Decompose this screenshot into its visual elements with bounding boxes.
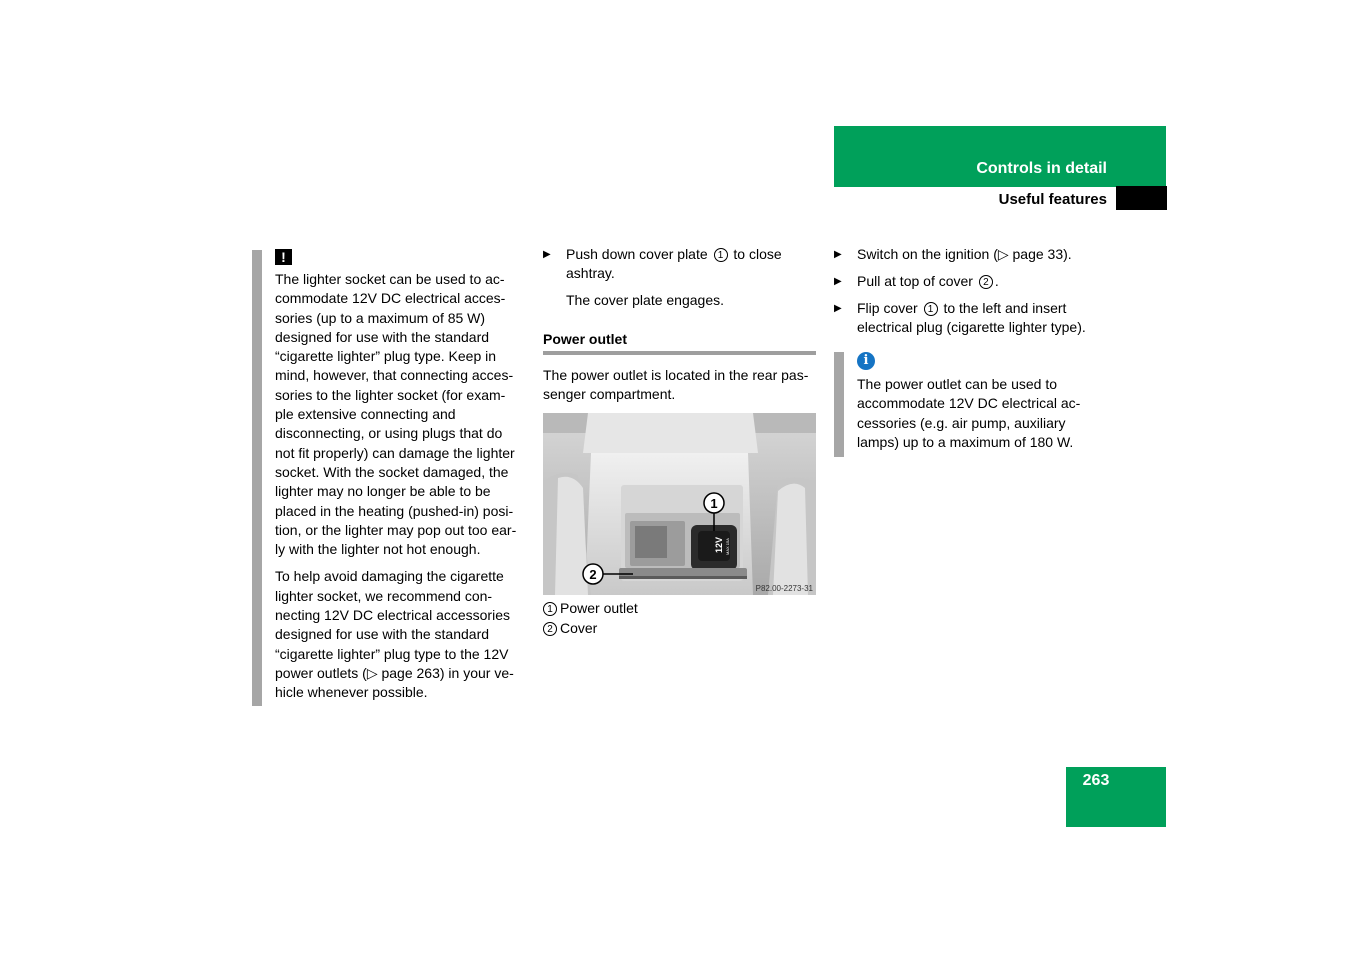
legend-marker: 2 bbox=[543, 622, 557, 636]
step-flip-cover bbox=[857, 299, 1117, 338]
warning-icon: ! bbox=[275, 249, 292, 265]
legend-item bbox=[543, 619, 597, 638]
socket-sublabel: MAX 15A bbox=[725, 538, 730, 555]
image-code: P82.00-2273-31 bbox=[755, 584, 813, 593]
section-paragraph: The power outlet is located in the rear pas- senger compartment. bbox=[543, 367, 809, 403]
warning-text bbox=[275, 270, 530, 711]
warning-paragraph: To help avoid damaging the cigarette lighter socket, we recommend con- necting 12V DC electrical accessories designed for use with the standard “cigarette lighter” plug type to the 12V power outlets (▷ page 263) in your ve- hicle whenever possible. bbox=[275, 568, 514, 701]
warning-side-bar bbox=[252, 250, 262, 706]
legend-item bbox=[543, 599, 638, 618]
legend-label: Power outlet bbox=[560, 600, 638, 616]
photo-callout-1: 1 bbox=[710, 496, 718, 511]
callout-marker: 2 bbox=[979, 275, 993, 289]
legend-label: Cover bbox=[560, 620, 598, 636]
bullet-arrow-icon: ▶ bbox=[834, 276, 842, 287]
step-text: . bbox=[994, 273, 999, 289]
info-side-bar bbox=[834, 352, 844, 457]
step-text: to close ashtray. bbox=[566, 246, 782, 282]
header-black-tab bbox=[1116, 186, 1167, 210]
step-switch-ignition: Switch on the ignition (▷ page 33). bbox=[857, 246, 1072, 262]
section-heading: Power outlet bbox=[543, 331, 628, 347]
step-pull-cover bbox=[857, 272, 1117, 291]
power-outlet-photo bbox=[543, 413, 816, 595]
callout-marker: 1 bbox=[924, 302, 938, 316]
section-rule bbox=[543, 351, 816, 355]
step-close-ashtray bbox=[566, 245, 806, 284]
socket-label: 12V bbox=[714, 536, 724, 553]
legend-marker: 1 bbox=[543, 602, 557, 616]
bullet-arrow-icon: ▶ bbox=[543, 249, 551, 260]
bullet-arrow-icon: ▶ bbox=[834, 249, 842, 260]
page-number: 263 bbox=[1082, 772, 1110, 789]
step-text: Push down cover plate bbox=[566, 246, 708, 262]
step-text: to the left and insert electrical plug (cigarette lighter type). bbox=[857, 300, 1086, 336]
photo-callout-2: 2 bbox=[589, 567, 597, 582]
bullet-arrow-icon: ▶ bbox=[834, 303, 842, 314]
section-title: Controls in detail bbox=[976, 160, 1107, 177]
callout-marker: 1 bbox=[714, 248, 728, 262]
subsection-title: Useful features bbox=[998, 191, 1107, 208]
step-text: Pull at top of cover bbox=[857, 273, 973, 289]
step-result: The cover plate engages. bbox=[566, 292, 724, 308]
step-text: Flip cover bbox=[857, 300, 918, 316]
info-text: The power outlet can be used to accommodate 12V DC electrical ac- cessories (e.g. air pump, auxiliary lamps) up to a maximum of 180 W. bbox=[857, 376, 1081, 450]
info-icon: i bbox=[857, 352, 875, 370]
warning-paragraph: The lighter socket can be used to ac- commodate 12V DC electrical acces- sories (up to a maximum of 85 W) designed for use with the standard “cigarette lighter” plug type. Keep in mind, however, that connecting acces- sories to the lighter socket (for exam- ple extensive connecting and disconnecting, or using plugs that do not fit properly) can damage the lighter socket. With the socket damaged, the lighter may no longer be able to be placed in the heating (pushed-in) posi- tion, or the lighter may pop out too ear- ly with the lighter not hot enough. bbox=[275, 271, 517, 558]
